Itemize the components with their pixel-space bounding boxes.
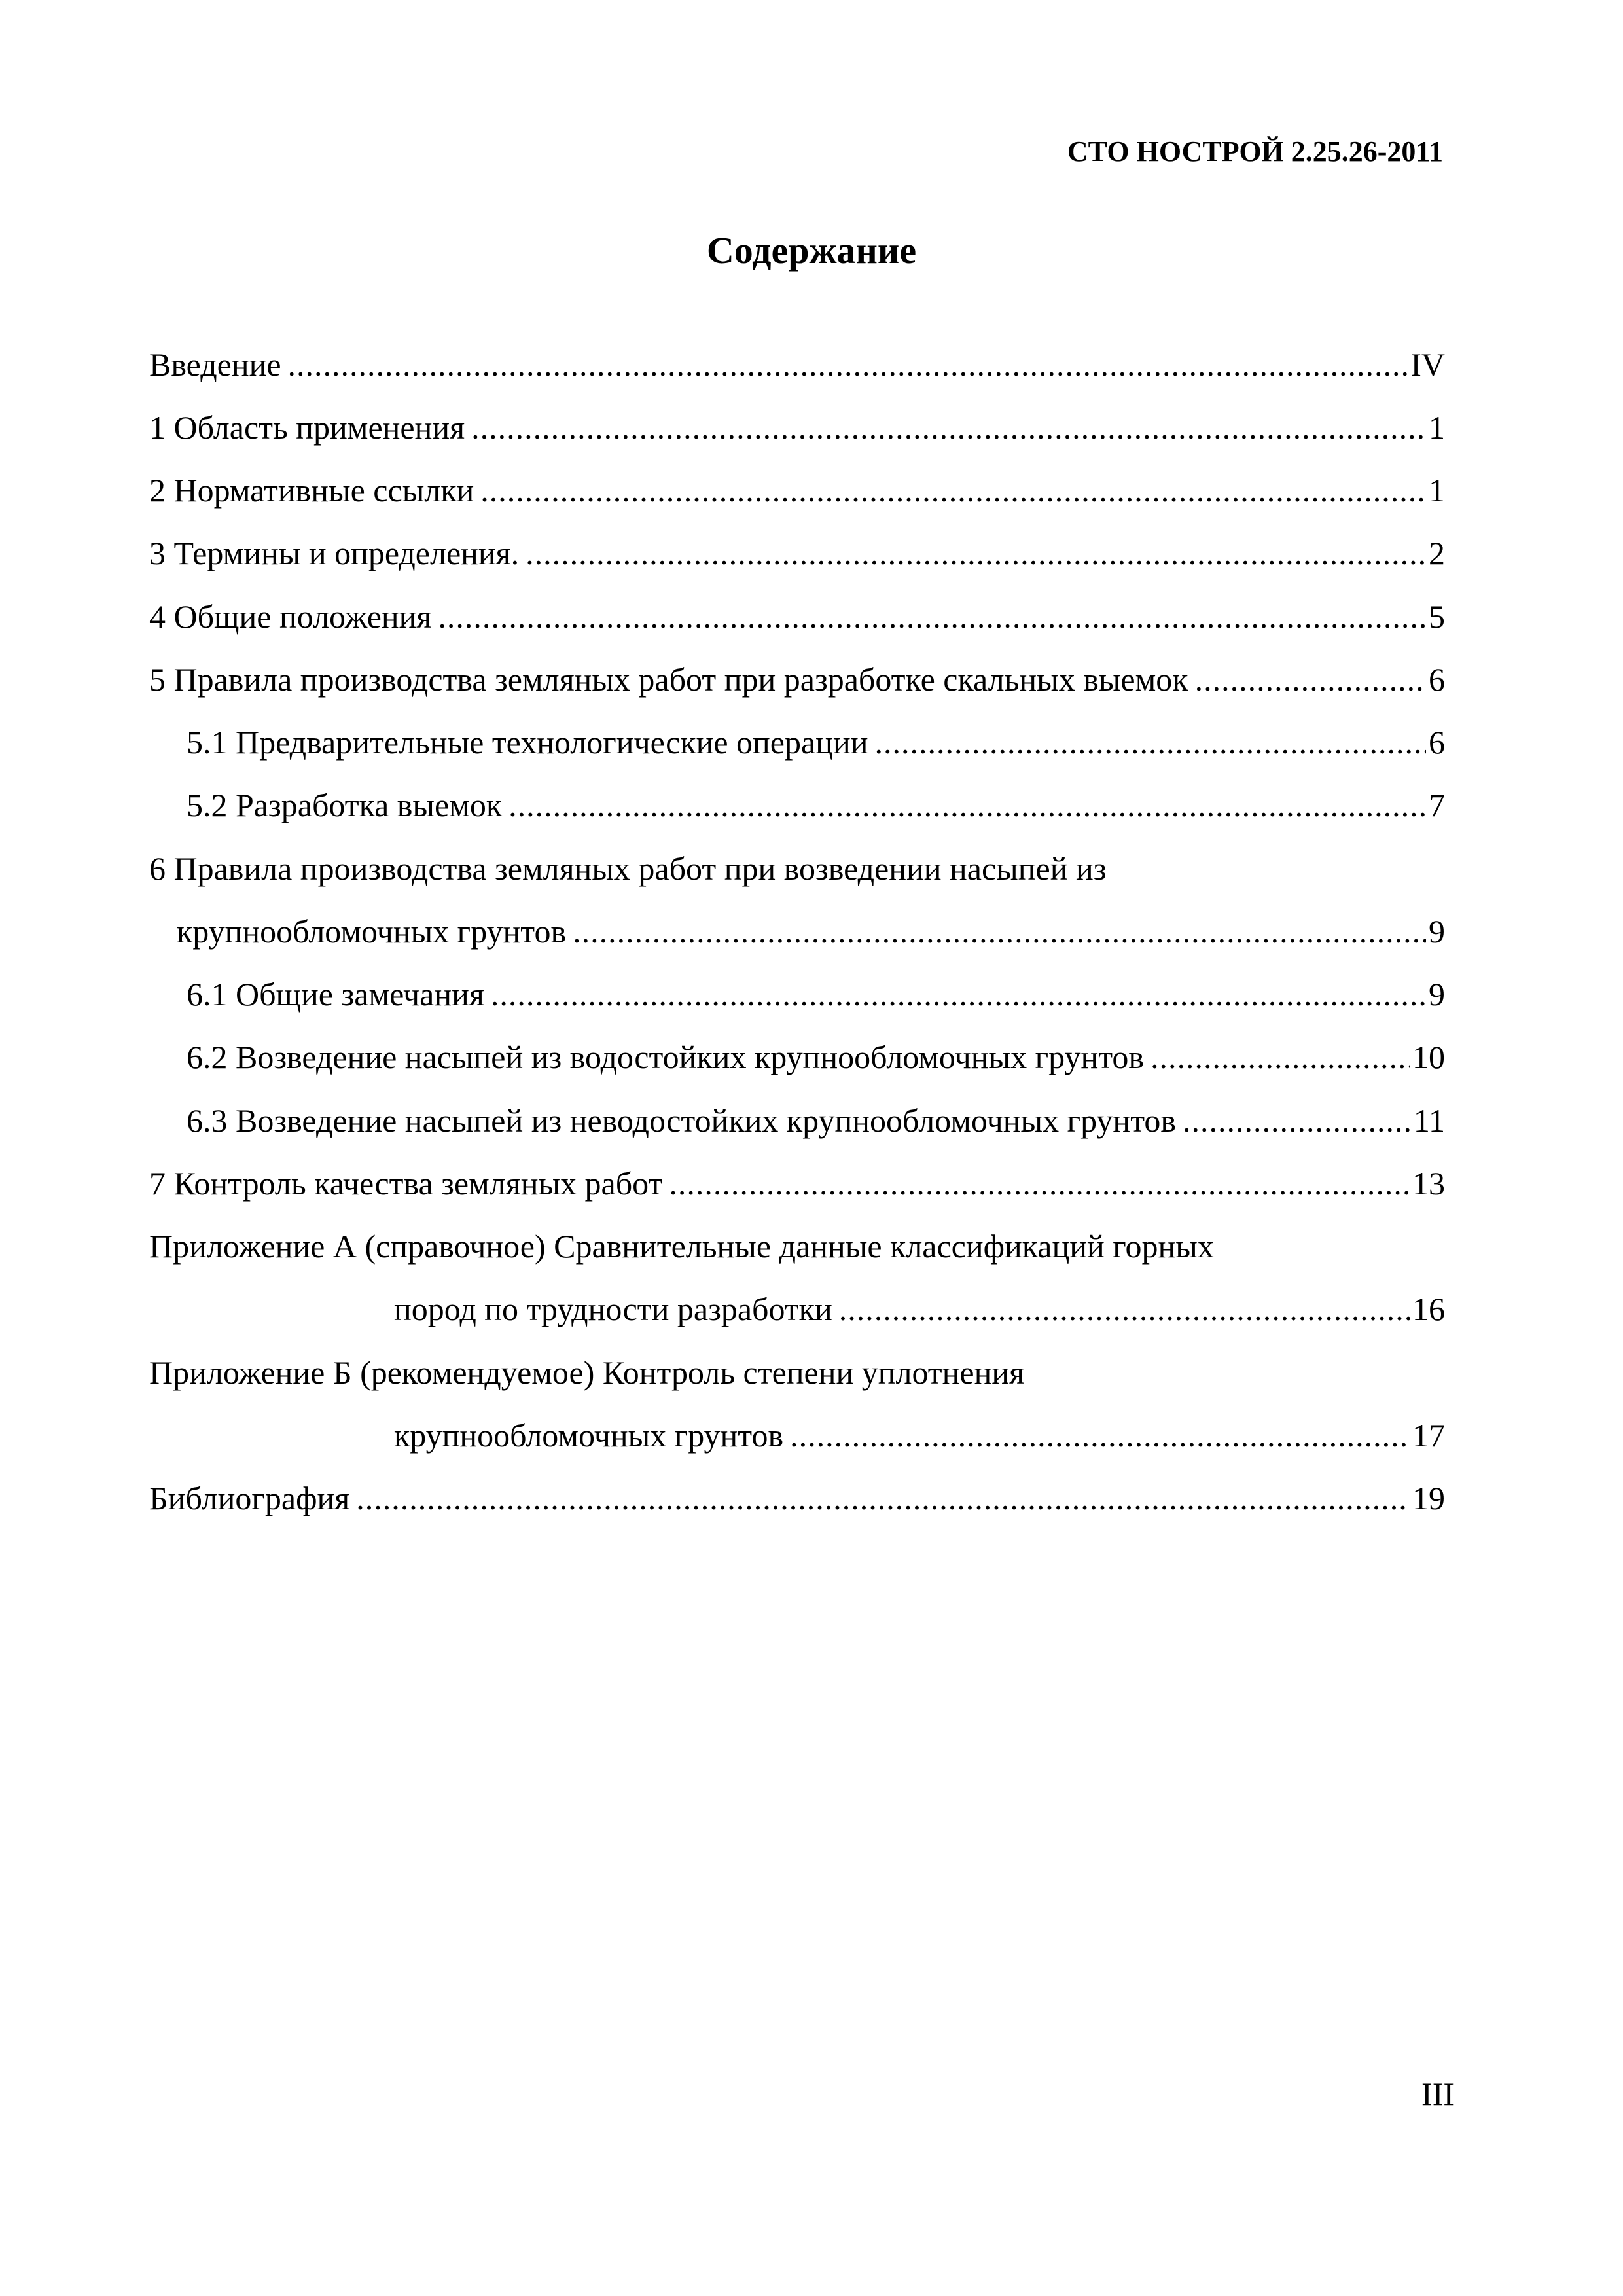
toc-entry-page: 2 [1429, 535, 1445, 571]
toc-entry-section-2[interactable] [149, 471, 1445, 510]
toc-entry-page: 9 [1429, 913, 1445, 950]
toc-entry-section-3[interactable] [149, 533, 1445, 573]
toc-entry-section-6[interactable] [149, 849, 1445, 888]
document-code: СТО НОСТРОЙ 2.25.26-2011 [1067, 135, 1443, 168]
toc-entry-page: 6 [1429, 661, 1445, 698]
toc-entry-page: 9 [1429, 976, 1445, 1013]
toc-entry-page: 1 [1429, 409, 1445, 446]
toc-entry-appendix-b[interactable] [149, 1353, 1445, 1392]
toc-entry-introduction[interactable] [149, 345, 1445, 384]
toc-entry-section-7[interactable] [149, 1164, 1445, 1203]
toc-entry-appendix-b-continued[interactable] [394, 1416, 1445, 1455]
toc-leader-dots [790, 1416, 1410, 1455]
toc-entry-appendix-a-continued[interactable] [394, 1289, 1445, 1329]
toc-entry-page: IV [1410, 346, 1445, 383]
toc-entry-text: 4 Общие положения [149, 598, 432, 635]
toc-leader-dots [491, 975, 1426, 1014]
toc-leader-dots [508, 785, 1426, 825]
toc-entry-text: 3 Термины и определения. [149, 535, 520, 571]
toc-leader-dots [526, 533, 1426, 573]
toc-entry-text: Введение [149, 346, 281, 383]
toc-entry-text: Библиография [149, 1480, 350, 1516]
toc-entry-text: 6.3 Возведение насыпей из неводостойких крупнообломочных грунтов [187, 1102, 1176, 1139]
toc-entry-text: 7 Контроль качества земляных работ [149, 1165, 663, 1202]
toc-leader-dots [669, 1164, 1410, 1203]
toc-entry-appendix-a[interactable] [149, 1227, 1445, 1266]
toc-entry-text: 1 Область применения [149, 409, 465, 446]
toc-entry-text: 6.1 Общие замечания [187, 976, 484, 1013]
toc-entry-section-5-2[interactable] [187, 785, 1445, 825]
toc-entry-section-5[interactable] [149, 660, 1445, 699]
toc-entry-page: 16 [1412, 1291, 1445, 1327]
toc-entry-page: 6 [1429, 724, 1445, 761]
toc-entry-text: 6 Правила производства земляных работ при возведении насыпей из [149, 850, 1107, 887]
toc-entry-section-1[interactable] [149, 408, 1445, 447]
toc-entry-text: Приложение Б (рекомендуемое) Контроль степени уплотнения [149, 1354, 1025, 1391]
toc-entry-section-6-continued[interactable] [177, 912, 1445, 951]
toc-entry-text: Приложение А (справочное) Сравнительные данные классификаций горных [149, 1228, 1214, 1265]
toc-entry-page: 13 [1412, 1165, 1445, 1202]
toc-entry-text: крупнообломочных грунтов [394, 1417, 784, 1454]
toc-entry-bibliography[interactable] [149, 1479, 1445, 1518]
page-number: III [1421, 2075, 1454, 2112]
toc-leader-dots [1183, 1101, 1411, 1140]
toc-leader-dots [573, 912, 1426, 951]
toc-leader-dots [480, 471, 1426, 510]
toc-entry-text: 6.2 Возведение насыпей из водостойких крупнообломочных грунтов [187, 1039, 1145, 1075]
toc-entry-page: 10 [1412, 1039, 1445, 1075]
toc-entry-text: 5.1 Предварительные технологические операции [187, 724, 868, 761]
toc-leader-dots [1195, 660, 1426, 699]
toc-entry-section-6-1[interactable] [187, 975, 1445, 1014]
toc-leader-dots [1150, 1037, 1410, 1077]
toc-leader-dots [471, 408, 1426, 447]
toc-entry-page: 7 [1429, 787, 1445, 823]
toc-entry-section-6-2[interactable] [187, 1037, 1445, 1077]
toc-entry-page: 19 [1412, 1480, 1445, 1516]
toc-entry-page: 11 [1413, 1102, 1445, 1139]
toc-entry-text: 5 Правила производства земляных работ при разработке скальных выемок [149, 661, 1188, 698]
toc-leader-dots [874, 723, 1426, 762]
toc-entry-text: 2 Нормативные ссылки [149, 472, 474, 509]
toc-leader-dots [438, 597, 1426, 636]
toc-entry-text: крупнообломочных грунтов [177, 913, 567, 950]
toc-leader-dots [288, 345, 1408, 384]
toc-leader-dots [356, 1479, 1410, 1518]
toc-entry-text: 5.2 Разработка выемок [187, 787, 503, 823]
toc-entry-page: 5 [1429, 598, 1445, 635]
toc-leader-dots [839, 1289, 1410, 1329]
toc-entry-section-6-3[interactable] [187, 1101, 1445, 1140]
toc-entry-page: 17 [1412, 1417, 1445, 1454]
toc-title: Содержание [706, 229, 917, 272]
toc-entry-section-4[interactable] [149, 597, 1445, 636]
toc-entry-section-5-1[interactable] [187, 723, 1445, 762]
toc-entry-page: 1 [1429, 472, 1445, 509]
toc-entry-text: пород по трудности разработки [394, 1291, 832, 1327]
